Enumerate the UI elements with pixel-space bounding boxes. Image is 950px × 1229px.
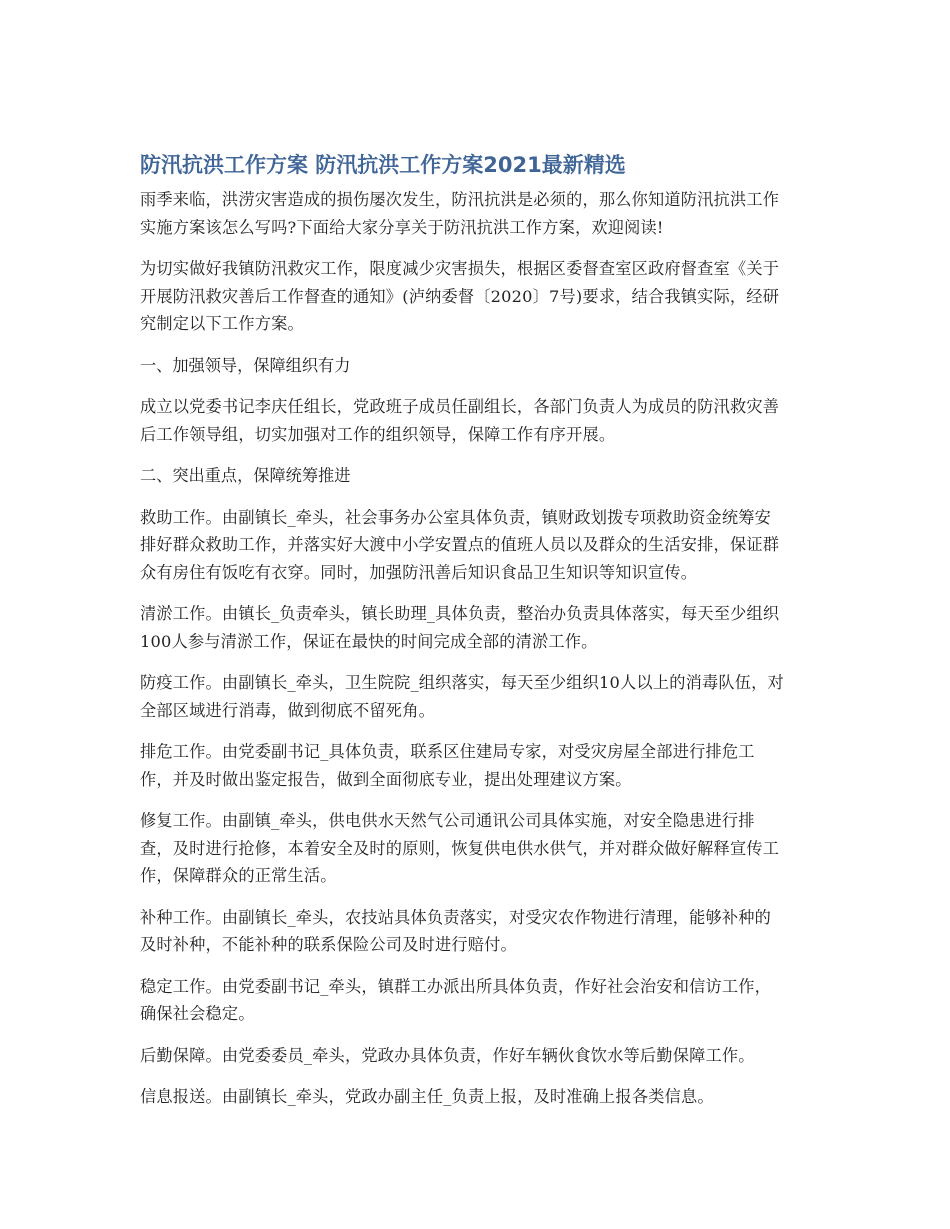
text-line: 究制定以下工作方案。 (140, 314, 304, 333)
text-line: 作，并及时做出鉴定报告，做到全面彻底专业，提出处理建议方案。 (140, 769, 632, 789)
text-line: 作，保障群众的正常生活。 (140, 866, 337, 885)
text-line: 修复工作。由副镇_牵头，供电供水天然气公司通讯公司具体实施，对安全隐患进行排 (140, 811, 755, 830)
text-line: 成立以党委书记李庆任组长，党政班子成员任副组长，各部门负责人为成员的防汛救灾善 (140, 397, 780, 416)
text-line: 查，及时进行抢修，本着安全及时的原则，恢复供电供水供气，并对群众做好解释宣传工 (140, 838, 780, 858)
silt-clearing-paragraph (140, 600, 812, 655)
stability-paragraph (140, 973, 812, 1028)
text-line: 后勤保障。由党委委员_牵头，党政办具体负责，作好车辆伙食饮水等后勤保障工作。 (140, 1045, 755, 1065)
purpose-paragraph (140, 255, 812, 338)
text-line: 清淤工作。由镇长_负责牵头，镇长助理_具体负责，整治办负责具体落实，每天至少组织 (140, 604, 780, 623)
text-line: 信息报送。由副镇长_牵头，党政办副主任_负责上报，及时准确上报各类信息。 (140, 1087, 714, 1106)
text-line: 防疫工作。由副镇长_牵头，卫生院院_组织落实，每天至少组织10人以上的消毒队伍，对 (140, 673, 784, 692)
leadership-paragraph (140, 393, 812, 448)
text-line: 及时补种，不能补种的联系保险公司及时进行赔付。 (140, 935, 517, 954)
repair-paragraph (140, 807, 812, 890)
section-heading-leadership: 一、加强领导，保障组织有力 (140, 355, 351, 375)
text-line: 为切实做好我镇防汛救灾工作，限度减少灾害损失，根据区委督查室区政府督查室《关于 (140, 259, 780, 278)
replanting-paragraph (140, 904, 812, 959)
text-line: 稳定工作。由党委副书记_牵头，镇群工办派出所具体负责，作好社会治安和信访工作， (140, 976, 772, 996)
text-line: 后工作领导组，切实加强对工作的组织领导，保障工作有序开展。 (140, 424, 616, 444)
epidemic-prevention-paragraph (140, 669, 812, 724)
text-line: 确保社会稳定。 (140, 1004, 255, 1023)
intro-paragraph (140, 186, 812, 241)
text-line: 100人参与清淤工作，保证在最快的时间完成全部的清淤工作。 (140, 631, 598, 651)
document-title: 防汛抗洪工作方案 防汛抗洪工作方案2021最新精选 (140, 153, 626, 177)
document-page (140, 150, 812, 1125)
text-line: 实施方案该怎么写吗?下面给大家分享关于防汛抗洪工作方案，欢迎阅读! (140, 217, 664, 237)
text-line: 雨季来临，洪涝灾害造成的损伤屡次发生，防汛抗洪是必须的，那么你知道防汛抗洪工作 (140, 190, 780, 209)
text-line: 补种工作。由副镇长_牵头，农技站具体负责落实，对受灾农作物进行清理，能够补种的 (140, 907, 772, 927)
text-line: 众有房住有饭吃有衣穿。同时，加强防汛善后知识食品卫生知识等知识宣传。 (140, 562, 698, 582)
text-line: 救助工作。由副镇长_牵头，社会事务办公室具体负责，镇财政划拨专项救助资金统筹安 (140, 507, 772, 527)
logistics-paragraph (140, 1042, 812, 1070)
text-line: 排危工作。由党委副书记_具体负责，联系区住建局专家，对受灾房屋全部进行排危工 (140, 742, 755, 761)
text-line: 排好群众救助工作，并落实好大渡中小学安置点的值班人员以及群众的生活安排，保证群 (140, 535, 780, 554)
text-line: 开展防汛救灾善后工作督查的通知》(泸纳委督〔2020〕7号)要求，结合我镇实际，经研 (140, 286, 780, 306)
rescue-paragraph (140, 504, 812, 587)
text-line: 全部区域进行消毒，做到彻底不留死角。 (140, 700, 435, 720)
information-report-paragraph (140, 1083, 812, 1111)
section-heading-priorities: 二、突出重点，保障统筹推进 (140, 466, 351, 485)
hazard-check-paragraph (140, 738, 812, 793)
